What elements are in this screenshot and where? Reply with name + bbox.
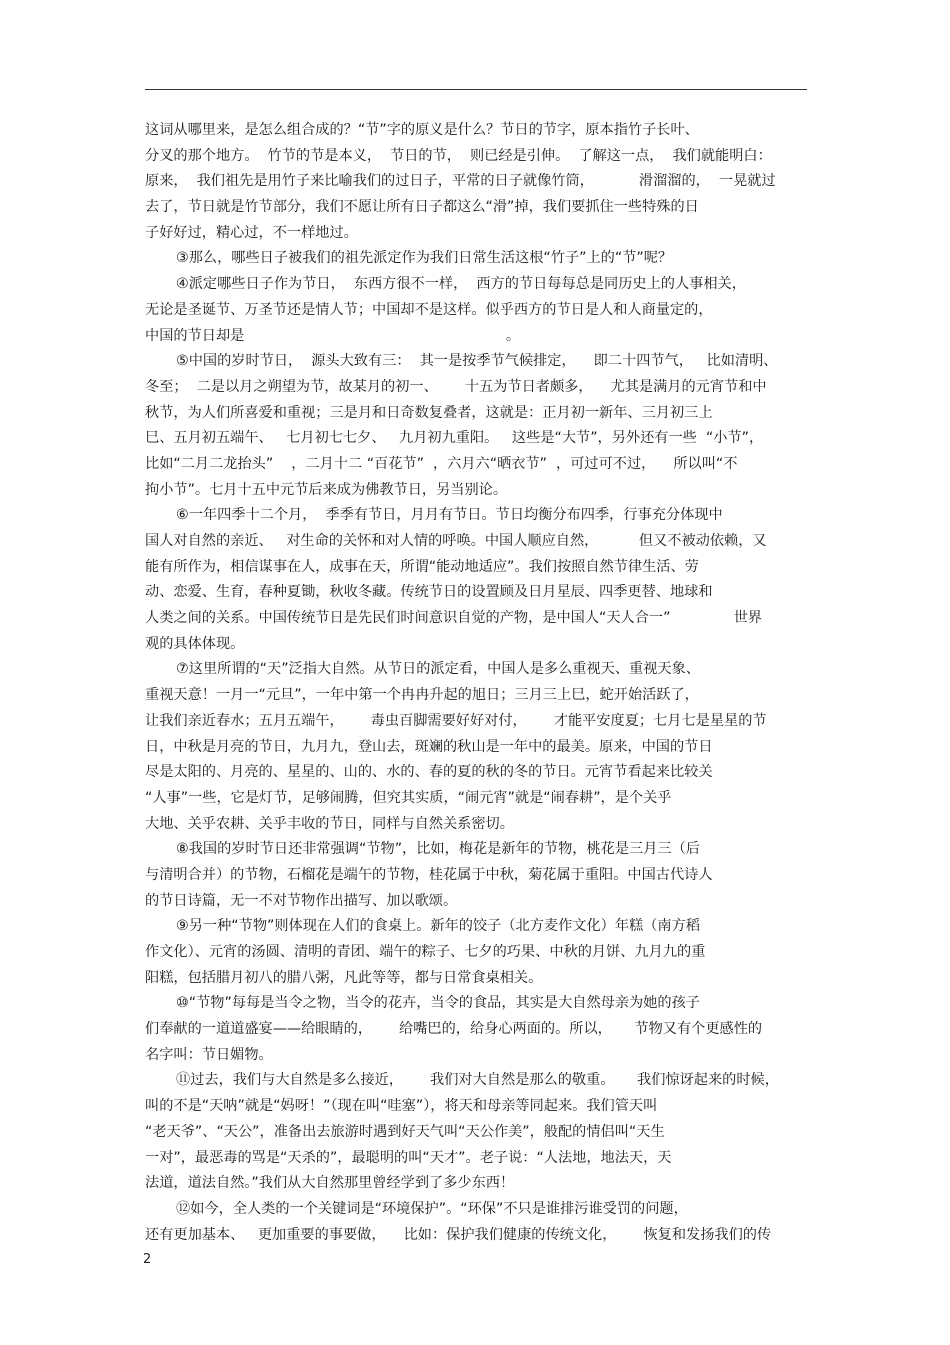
paragraph-first-line: ⑫如今，全人类的一个关键词是“环境保护”。“环保”不只是谁排污谁受罚的问题， [176, 1200, 688, 1217]
paragraph-line: 阳糕，包括腊月初八的腊八粥，凡此等等，都与日常食桌相关。 [145, 969, 543, 986]
paragraph-first-line: ④派定哪些日子作为节日， 东西方很不一样， 西方的节日每每总是同历史上的人事相关， [176, 276, 746, 293]
paragraph-line: 让我们亲近春水；五月五端午， 毒虫百脚需要好好对付， 才能平安度夏；七月七是星星的节 [145, 712, 767, 729]
paragraph-first-line: ③那么，哪些日子被我们的祖先派定作为我们日常生活这根“竹子”上的“节”呢？ [176, 250, 673, 267]
paragraph-line: 这词从哪里来，是怎么组合成的？“节”字的原义是什么？节日的节字，原本指竹子长叶、 [145, 122, 699, 138]
paragraph-line: 巳、五月初五端午、 七月初七七夕、 九月初九重阳。 这些是“大节”，另外还有一些 “小节”， [145, 430, 764, 447]
paragraph-line: 与清明合并）的节物，石榴花是端午的节物，桂花属于中秋，菊花属于重阳。中国古代诗人 [145, 866, 713, 883]
paragraph-line: 中国的节日却是 。 [145, 327, 521, 344]
paragraph-first-line: ⑨另一种“节物”则体现在人们的食桌上。新年的饺子（北方麦作文化）年糕（南方稻 [176, 918, 700, 935]
paragraph-line: 原来， 我们祖先是用竹子来比喻我们的过日子，平常的日子就像竹筒， 滑溜溜的， 一晃就过 [145, 173, 776, 190]
paragraph-line: 还有更加基本、 更加重要的事要做， 比如：保护我们健康的传统文化， 恢复和发扬我们的传 [145, 1226, 772, 1243]
paragraph-line: 重视天意！一月一“元旦”，一年中第一个冉冉升起的旭日；三月三上巳，蛇开始活跃了， [145, 687, 699, 704]
paragraph-line: 子好好过，精心过，不一样地过。 [145, 224, 358, 241]
paragraph-first-line: ⑩“节物”每每是当令之物，当令的花卉，当令的食品，其实是大自然母亲为她的孩子 [176, 995, 700, 1012]
paragraph-line: 们奉献的一道道盛宴——给眼睛的， 给嘴巴的，给身心两面的。所以， 节物又有个更感性的 [145, 1021, 763, 1038]
paragraph-line: 冬至； 二是以月之朔望为节，故某月的初一、 十五为节日者颇多， 尤其是满月的元宵节和中 [145, 378, 767, 395]
paragraph-line: 观的具体体现。 [145, 635, 245, 652]
paragraph-line: 名字叫：节日媚物。 [145, 1046, 273, 1063]
paragraph-line: 去了，节日就是竹节部分，我们不愿让所有日子都这么“滑”掉，我们要抓住一些特殊的日 [145, 199, 699, 216]
document-body [145, 118, 815, 1248]
paragraph-line: 一对”，最恶毒的骂是“天杀的”，最聪明的叫“天才”。老子说：“人法地，地法天，天 [145, 1149, 672, 1166]
paragraph-line: 叫的不是“天呐”就是“妈呀！”（现在叫“哇塞”），将天和母亲等同起来。我们管天叫 [145, 1098, 658, 1115]
paragraph-line: 日，中秋是月亮的节日，九月九，登山去，斑斓的秋山是一年中的最美。原来，中国的节日 [145, 738, 713, 755]
paragraph-line: 尽是太阳的、月亮的、星星的、山的、水的、春的夏的秋的冬的节日。元宵节看起来比较关 [145, 764, 713, 781]
header-rule [145, 89, 807, 90]
page-number: 2 [143, 1252, 152, 1267]
paragraph-line: 能有所作为，相信谋事在人，成事在天，所谓“能动地适应”。我们按照自然节律生活、劳 [145, 558, 699, 575]
paragraph-line: 国人对自然的亲近、 对生命的关怀和对人情的呼唤。中国人顺应自然， 但又不被动依赖，又 [145, 533, 767, 549]
paragraph-line: 人类之间的关系。中国传统节日是先民们时间意识自觉的产物，是中国人“天人合一” 世界 [145, 610, 762, 627]
paragraph-line: 拘小节”。七月十五中元节后来成为佛教节日，另当别论。 [145, 481, 508, 498]
paragraph-first-line: ⑤中国的岁时节日， 源头大致有三： 其一是按季节气候排定， 即二十四节气， 比如清明、 [176, 353, 778, 370]
paragraph-first-line: ⑪过去，我们与大自然是多么接近， 我们对大自然是那么的敬重。 我们惊讶起来的时候， [176, 1072, 779, 1089]
paragraph-line: 分叉的那个地方。 竹节的节是本义， 节日的节， 则已经是引伸。 了解这一点， 我们就能明白： [145, 147, 772, 164]
paragraph-line: “老天爷”、“天公”，准备出去旅游时遇到好天气叫“天公作美”，般配的情侣叫“天生 [145, 1123, 665, 1140]
paragraph-line: 法道，道法自然。”我们从大自然那里曾经学到了多少东西！ [145, 1175, 515, 1192]
paragraph-line: 比如“二月二龙抬头” ，二月十二 “百花节” ，六月六“晒衣节” ，可过可不过， 所以叫“不 [145, 455, 738, 472]
paragraph-first-line: ⑦这里所谓的“天”泛指大自然。从节日的派定看，中国人是多么重视天、重视天象、 [176, 661, 700, 678]
paragraph-line: 无论是圣诞节、万圣节还是情人节；中国却不是这样。似乎西方的节日是人和人商量定的， [145, 301, 713, 318]
paragraph-line: 秋节，为人们所喜爱和重视；三是月和日奇数复叠者，这就是：正月初一新年、三月初三上 [145, 404, 713, 421]
paragraph-line: 动、恋爱、生育，春种夏锄，秋收冬藏。传统节日的设置顾及日月星辰、四季更替、地球和 [145, 584, 713, 601]
paragraph-line: 大地、关乎农耕、关乎丰收的节日，同样与自然关系密切。 [145, 815, 514, 832]
paragraph-line: 的节日诗篇，无一不对节物作出描写、加以歌颂。 [145, 892, 458, 909]
paragraph-first-line: ⑥一年四季十二个月， 季季有节日，月月有节日。节日均衡分布四季，行事充分体现中 [176, 507, 723, 524]
paragraph-line: “人事”一些，它是灯节，足够闹腾，但究其实质，“闹元宵”就是“闹春耕”，是个关乎 [145, 789, 672, 806]
paragraph-first-line: ⑧我国的岁时节日还非常强调“节物”，比如，梅花是新年的节物，桃花是三月三（后 [176, 841, 700, 858]
paragraph-line: 作文化）、元宵的汤圆、清明的青团、端午的粽子、七夕的巧果、中秋的月饼、九月九的重 [145, 944, 706, 960]
